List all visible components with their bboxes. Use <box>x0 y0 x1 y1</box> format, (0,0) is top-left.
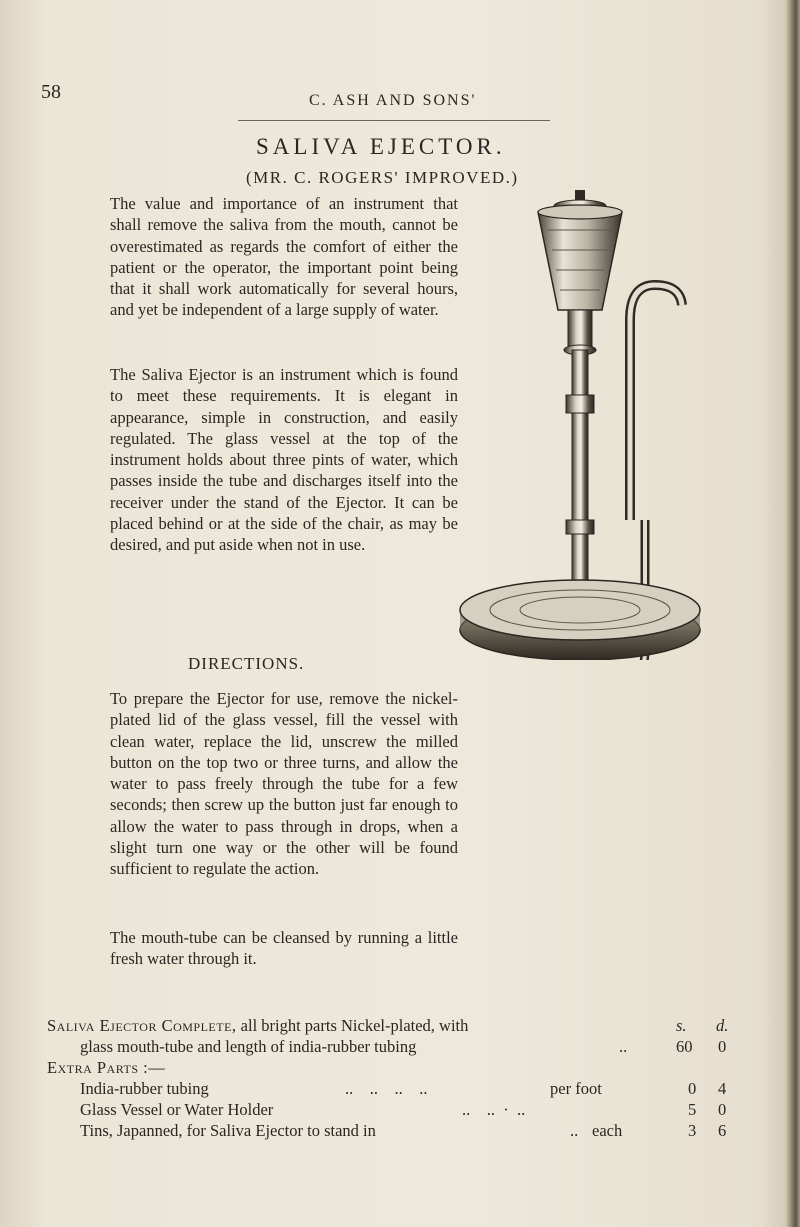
page-subtitle: (MR. C. ROGERS' IMPROVED.) <box>246 168 519 187</box>
directions-heading: DIRECTIONS. <box>188 654 305 673</box>
extra-part-0-shillings: 0 <box>688 1079 697 1098</box>
extra-part-2-leader: .. <box>570 1121 579 1140</box>
price-item-main-pence: 0 <box>718 1037 727 1056</box>
price-item-main-name: Saliva Ejector Complete, <box>47 1016 237 1035</box>
extra-part-1-shillings: 5 <box>688 1100 697 1119</box>
pence-header: d. <box>716 1016 729 1035</box>
extra-part-2-pence: 6 <box>718 1121 727 1140</box>
glass-vessel <box>538 212 622 310</box>
saliva-ejector-illustration <box>430 190 720 660</box>
extra-part-0-leader: .. .. .. .. <box>345 1079 428 1098</box>
running-head: C. ASH AND SONS' <box>309 92 477 109</box>
extra-part-0-pence: 4 <box>718 1079 727 1098</box>
page-title: SALIVA EJECTOR. <box>256 134 506 159</box>
extra-part-2-shillings: 3 <box>688 1121 697 1140</box>
header-rule <box>238 120 550 121</box>
extra-part-2-unit: each <box>592 1121 623 1140</box>
price-item-main-shillings: 60 <box>676 1037 693 1056</box>
intro-paragraph-1: The value and importance of an instrument that shall remove the saliva from the mouth, cannot be overestimated as regards the comfort of either the patient or the operator, the important point being that it shall work automatically for several hours, and yet be independent of a large supply of water. <box>110 194 458 320</box>
directions-paragraph-1: To prepare the Ejector for use, remove the nickel-plated lid of the glass vessel, fill the vessel with clean water, replace the lid, unscrew the milled button on the top two or three turns, and allow the water to pass freely through the tube for a few seconds; then screw up the button just far enough to allow the water to pass through in drops, when a slight turn one way or the other will be found sufficient to regulate the action. <box>110 689 458 879</box>
extra-parts-label: Extra Parts :— <box>47 1058 166 1077</box>
directions-paragraph-2: The mouth-tube can be cleansed by running a little fresh water through it. <box>110 928 458 969</box>
page-binding-edge <box>786 0 800 1227</box>
price-item-main-desc2: glass mouth-tube and length of india-rubber tubing <box>80 1037 417 1056</box>
page-number: 58 <box>41 81 61 103</box>
extra-part-1-pence: 0 <box>718 1100 727 1119</box>
extra-part-1-name: Glass Vessel or Water Holder <box>80 1100 274 1119</box>
price-item-main-line1 <box>47 1015 737 1036</box>
price-item-main-leader: .. <box>619 1037 628 1056</box>
intro-paragraph-2: The Saliva Ejector is an instrument which is found to meet these requirements. It is elegant in appearance, simple in construction, and easily regulated. The glass vessel at the top of the instrument holds about three pints of water, which passes inside the tube and discharges itself into the receiver under the stand of the Ejector. It can be placed behind or at the side of the chair, as may be desired, and put aside when not in use. <box>110 365 458 555</box>
extra-part-2-name: Tins, Japanned, for Saliva Ejector to stand in <box>80 1121 376 1140</box>
shillings-header: s. <box>676 1016 687 1035</box>
price-item-main-desc1: all bright parts Nickel-plated, with <box>240 1016 469 1035</box>
extra-part-1-leader: .. .. · .. <box>462 1100 526 1119</box>
extra-part-0-name: India-rubber tubing <box>80 1079 209 1098</box>
extra-part-0-unit: per foot <box>550 1079 602 1098</box>
mouth-tube <box>630 285 682 520</box>
